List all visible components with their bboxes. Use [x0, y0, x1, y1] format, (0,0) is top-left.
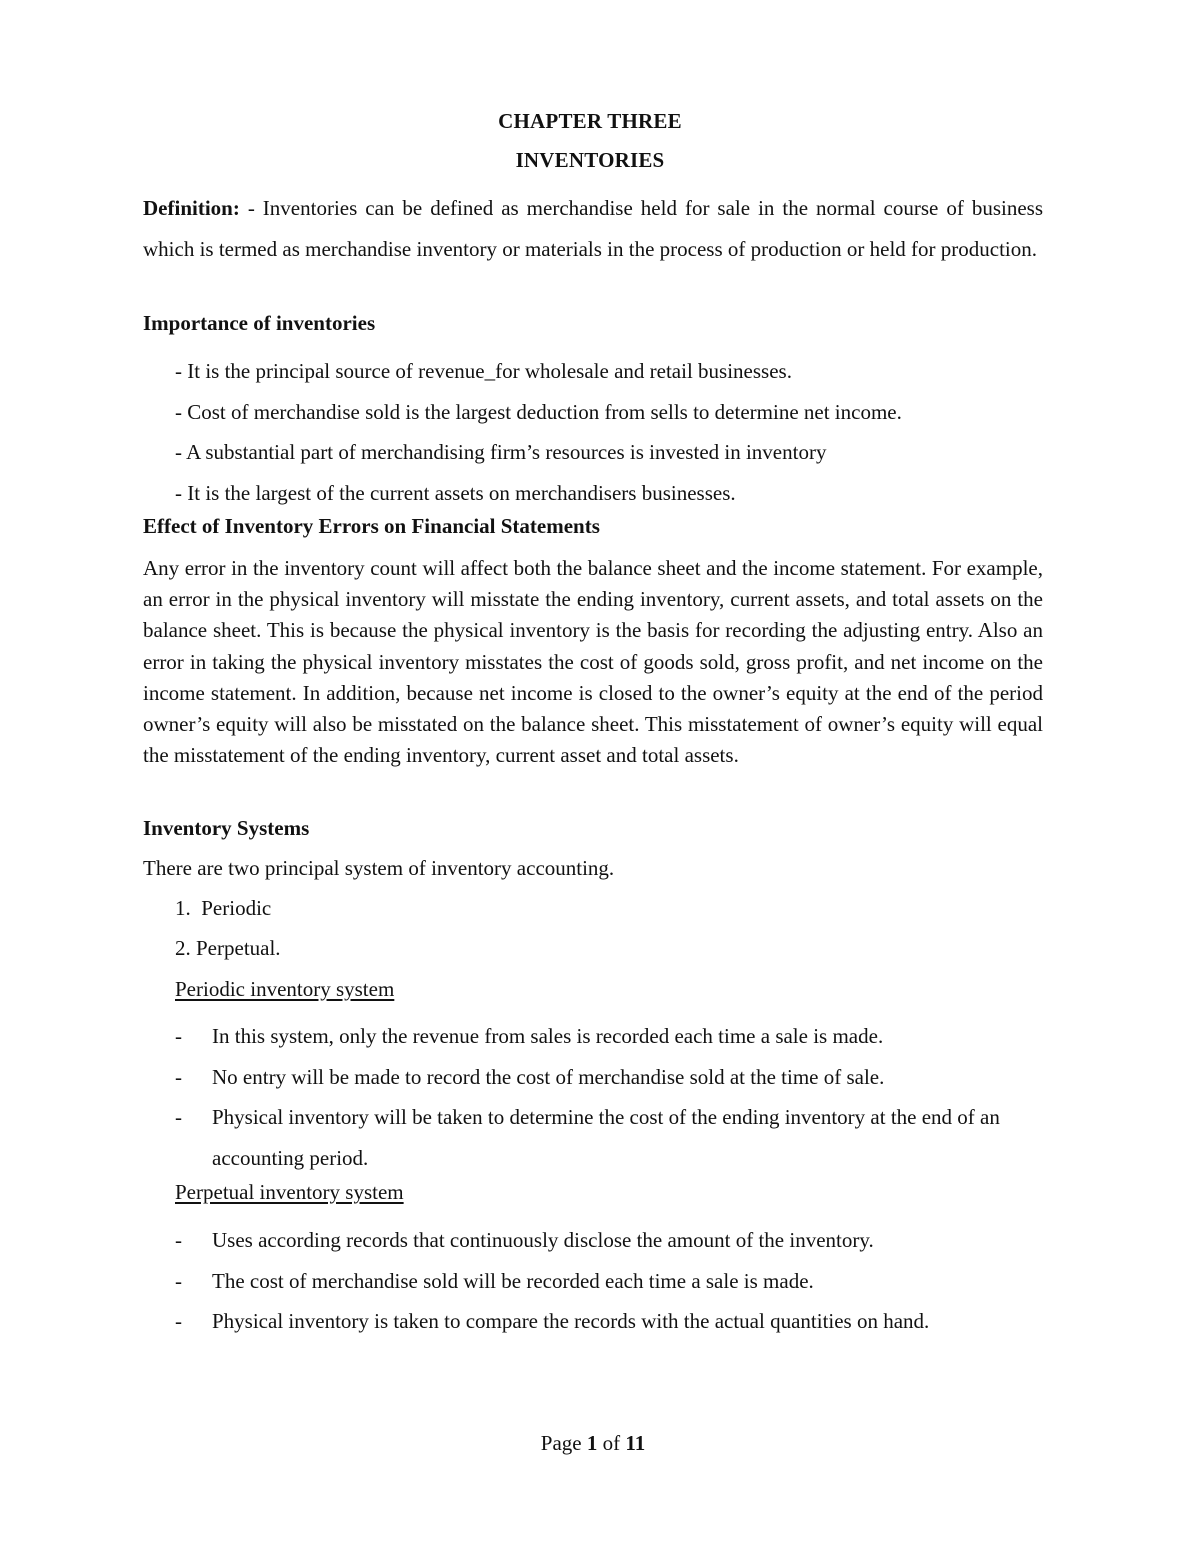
- systems-item-periodic: 1. Periodic: [175, 896, 272, 920]
- chapter-title: CHAPTER THREE: [498, 109, 682, 133]
- list-item-text: Physical inventory is taken to compare the records with the actual quantities on hand.: [212, 1309, 930, 1334]
- list-item-text: The cost of merchandise sold will be recorded each time a sale is made.: [212, 1268, 814, 1293]
- errors-paragraph: Any error in the inventory count will affect both the balance sheet and the income statement. For example, an error in the physical inventory will misstate the ending inventory, current assets, and total assets on the balance sheet. This is because the physical inventory is the basis for recording the adjusting entry. Also an error in taking the physical inventory misstates the cost of goods sold, gross profit, and net income on the income statement. In addition, because net income is closed to the owner’s equity at the end of the period owner’s equity will also be misstated on the balance sheet. This misstatement of owner’s equity will equal the misstatement of the ending inventory, current asset and total assets.: [143, 556, 1043, 768]
- importance-list: [175, 351, 1045, 513]
- list-item: [175, 1261, 1045, 1302]
- perpetual-heading: Perpetual inventory system: [175, 1180, 404, 1204]
- list-item: - Cost of merchandise sold is the largest deduction from sells to determine net income.: [175, 399, 902, 424]
- list-item-text: Physical inventory will be taken to determine the cost of the ending inventory at the end of an accounting period.: [212, 1105, 1000, 1170]
- list-item-text: Uses according records that continuously disclose the amount of the inventory.: [212, 1228, 874, 1252]
- page-word: Page: [540, 1431, 587, 1455]
- page-footer: [0, 1431, 1186, 1456]
- page-number: 1: [586, 1431, 598, 1455]
- systems-item-perpetual: 2. Perpetual.: [175, 936, 281, 960]
- dash-bullet-icon: -: [175, 1268, 182, 1293]
- list-item: - It is the largest of the current assets on merchandisers businesses.: [175, 480, 736, 505]
- perpetual-list: [175, 1220, 1045, 1342]
- dash-bullet-icon: -: [175, 1024, 182, 1048]
- of-word: of: [597, 1431, 626, 1455]
- errors-heading: Effect of Inventory Errors on Financial Statements: [143, 514, 600, 538]
- dash-bullet-icon: -: [175, 1064, 182, 1089]
- list-item-text: In this system, only the revenue from sales is recorded each time a sale is made.: [212, 1024, 884, 1048]
- list-item-text: No entry will be made to record the cost of merchandise sold at the time of sale.: [212, 1064, 885, 1089]
- total-pages: 11: [625, 1431, 646, 1455]
- list-item: [175, 1057, 1045, 1098]
- dash-bullet-icon: -: [175, 1228, 182, 1252]
- list-item: [175, 1220, 1045, 1261]
- chapter-subtitle: INVENTORIES: [515, 148, 665, 172]
- dash-bullet-icon: -: [175, 1105, 182, 1130]
- definition-text: - Inventories can be defined as merchandise held for sale in the normal course of business which is termed as merchandise inventory or materials in the process of production or held for production.: [143, 196, 1043, 261]
- list-item: [175, 1016, 1045, 1057]
- definition-label: Definition:: [143, 196, 240, 220]
- list-item: [175, 1301, 1045, 1342]
- list-item: - A substantial part of merchandising firm’s resources is invested in inventory: [175, 440, 827, 464]
- importance-heading: Importance of inventories: [143, 311, 376, 335]
- list-item: [175, 1097, 1045, 1178]
- list-item: - It is the principal source of revenue_for wholesale and retail businesses.: [175, 359, 792, 383]
- systems-heading: Inventory Systems: [143, 816, 310, 840]
- systems-intro: There are two principal system of inventory accounting.: [143, 856, 615, 880]
- definition-paragraph: [143, 188, 1043, 270]
- dash-bullet-icon: -: [175, 1309, 182, 1334]
- periodic-heading: Periodic inventory system: [175, 977, 395, 1001]
- periodic-list: [175, 1016, 1045, 1178]
